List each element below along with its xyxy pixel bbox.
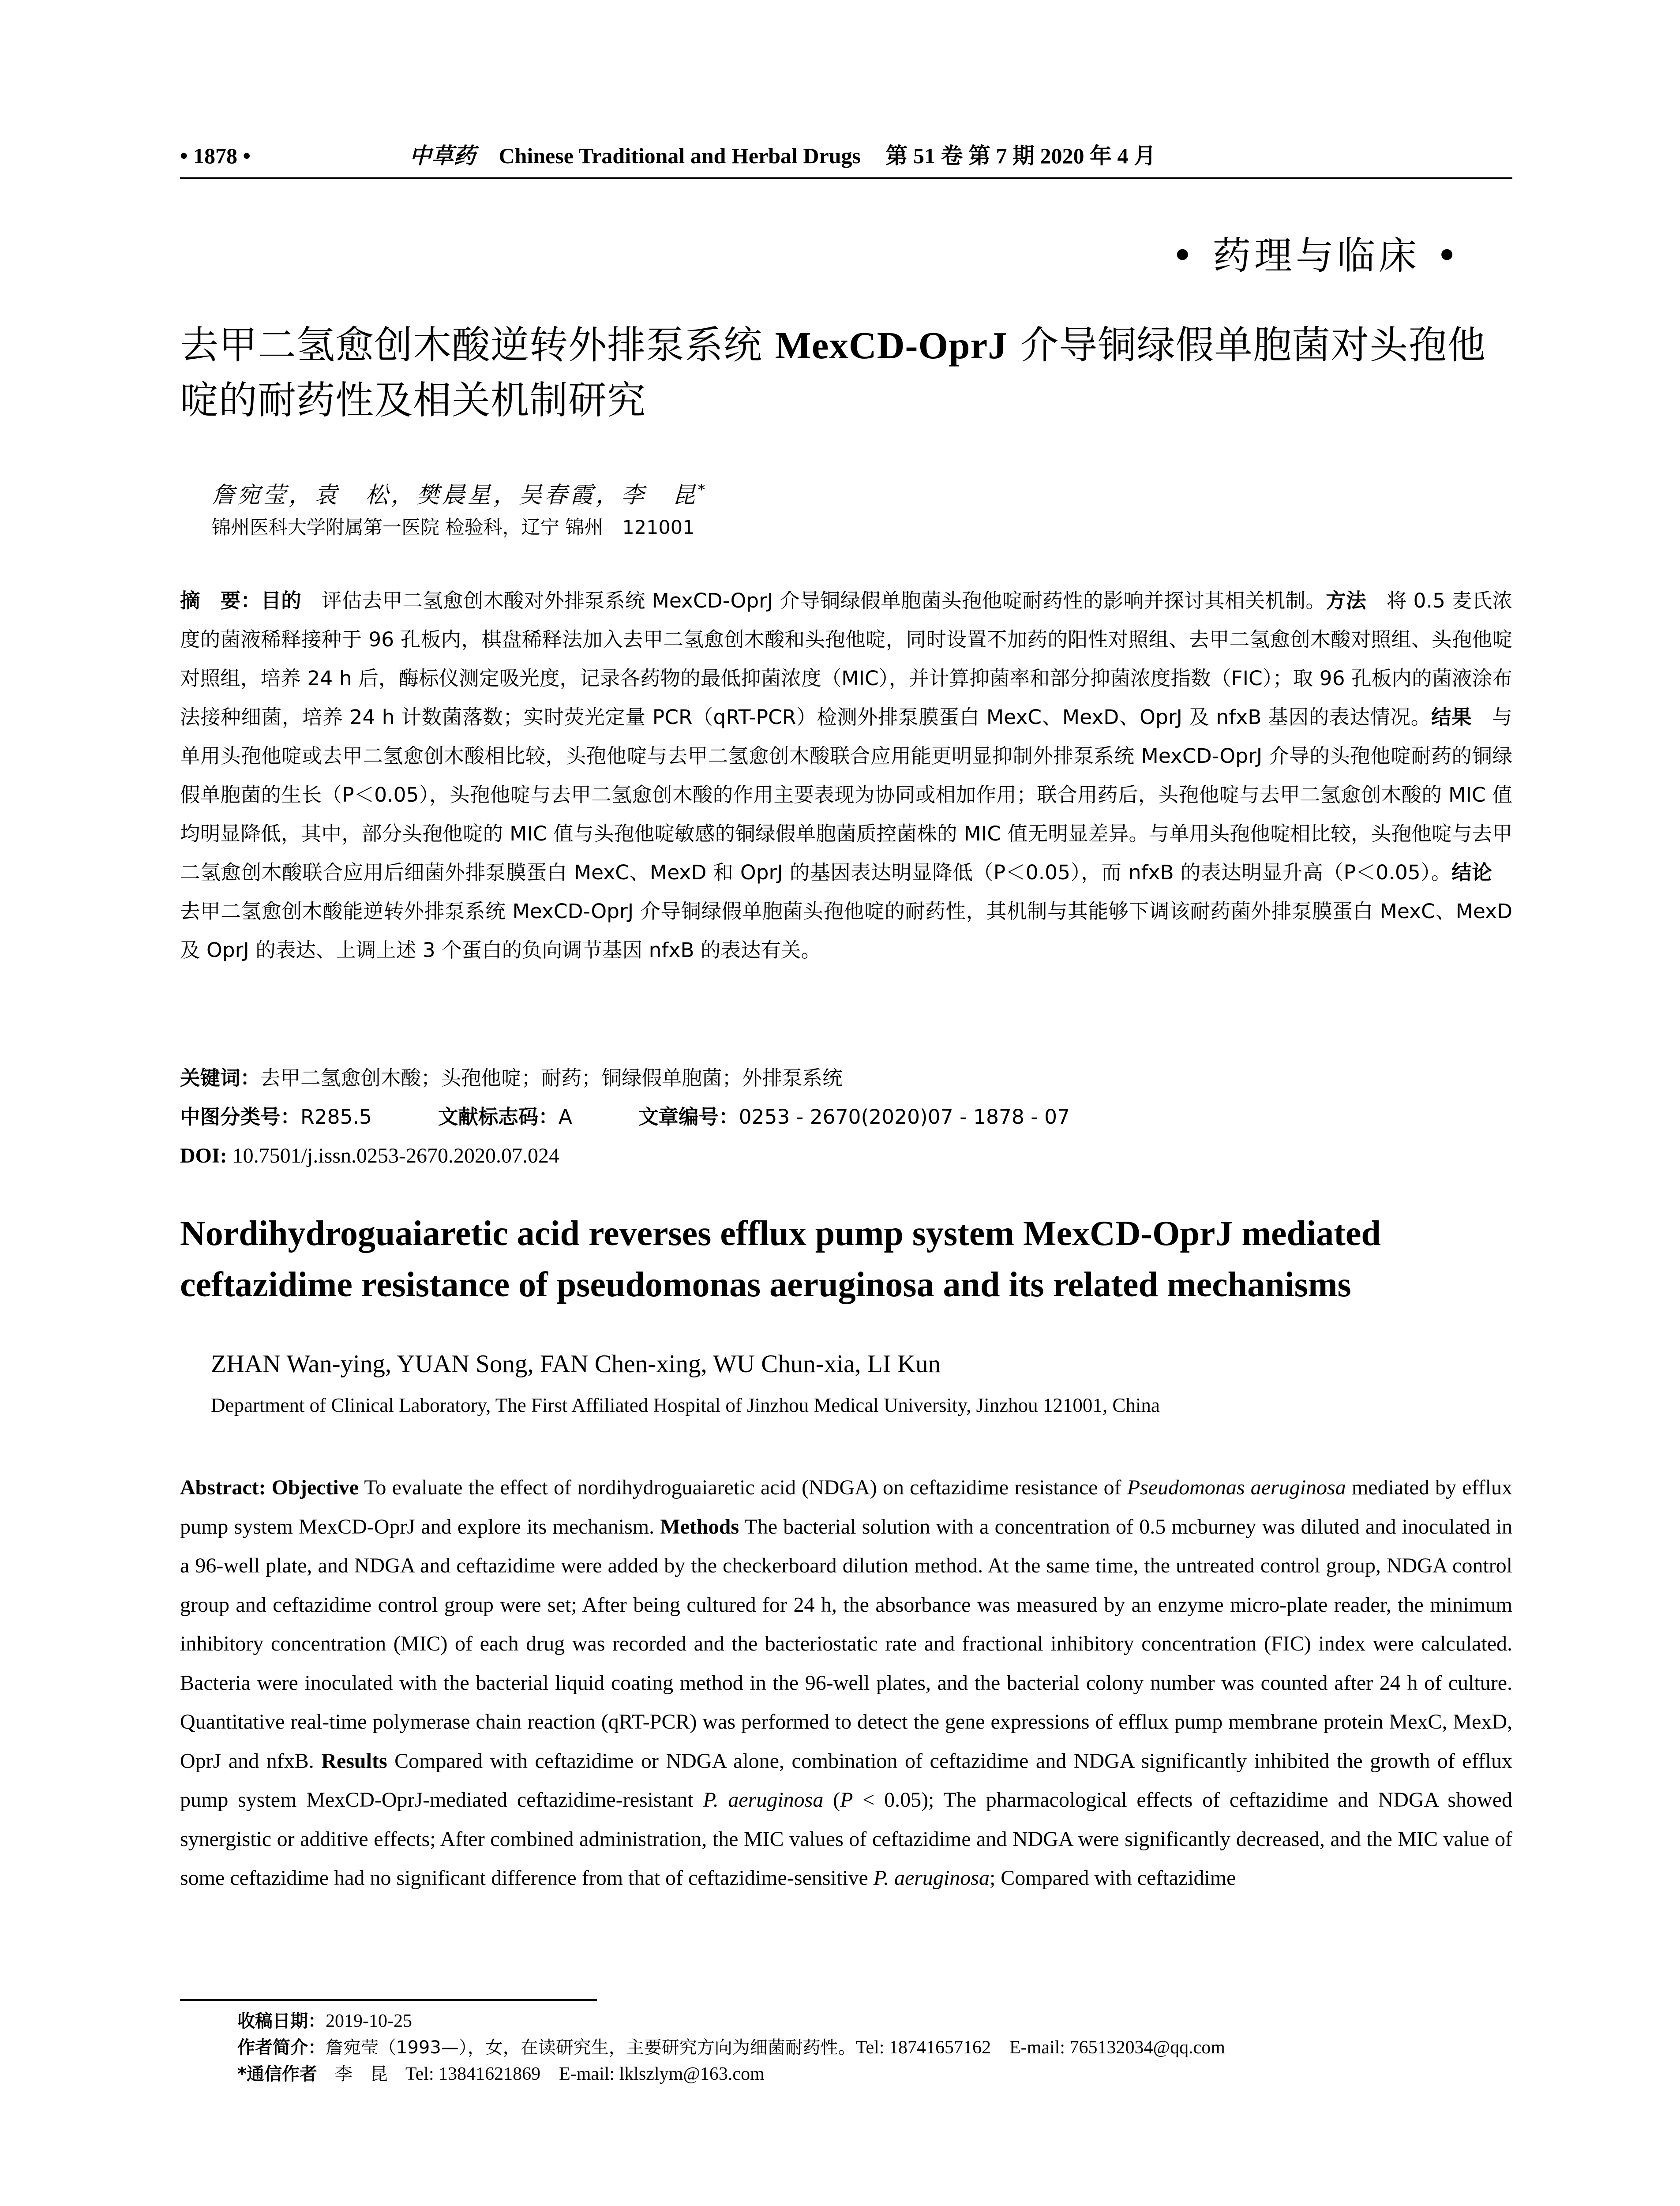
affiliation-en: Department of Clinical Laboratory, The First Affiliated Hospital of Jinzhou Medical University, Jinzhou 121001, China <box>211 1394 1160 1416</box>
results-en-text: ; Compared with ceftazidime <box>989 1866 1236 1890</box>
objective-en-text: mediated by efflux pump system MexCD-OprJ and explore its mechanism. <box>180 1476 1513 1538</box>
doi-label: DOI: <box>180 1144 227 1167</box>
results-en-text: ( <box>823 1788 840 1812</box>
journal-title <box>409 140 1156 171</box>
authors-cn-names: 詹宛莹，袁 松，樊晨星，吴春霞，李 昆 <box>212 482 698 509</box>
author-bio-contact: Tel: 18741657162 E-mail: 765132034@qq.com <box>855 2037 1225 2058</box>
received-date <box>237 2008 1517 2034</box>
article-title-cn <box>180 318 1508 428</box>
objective-label: 目的 <box>261 589 302 612</box>
methods-en-label: Methods <box>660 1515 739 1538</box>
running-header <box>180 140 1512 171</box>
abstract-cn <box>180 582 1512 970</box>
footnote-rule <box>180 1999 597 2001</box>
results-text: 与单用头孢他啶或去甲二氢愈创木酸相比较，头孢他啶与去甲二氢愈创木酸联合应用能更明显抑制外排泵系统 MexCD-OprJ 介导的头孢他啶耐药的铜绿假单胞菌的生长（P＜0.05），头孢他啶与去甲二氢愈创木酸的作用主要表现为协同或相加作用；联合用药后，头孢他啶与去甲二氢愈创木酸的 MIC 值均明显降低，其中，部分头孢他啶的 MIC 值与头孢他啶敏感的铜绿假单胞菌质控菌株的 MIC 值无明显差异。与单用头孢他啶相比较，头孢他啶与去甲二氢愈创木酸联合应用后细菌外排泵膜蛋白 MexC、MexD 和 OprJ 的基因表达明显降低（P＜0.05），而 nfxB 的表达明显升高（P＜0.05）。 <box>180 705 1512 884</box>
methods-en-text: The bacterial solution with a concentration of 0.5 mcburney was diluted and inoculated in a 96-well plate, and NDGA and ceftazidime were added by the checkerboard dilution method. At the same time, the untreated control group, NDGA control group and ceftazidime control group were set; After being cultured for 24 h, the absorbance was measured by an enzyme micro-plate reader, the minimum inhibitory concentration (MIC) of each drug was recorded and the bacteriostatic rate and fractional inhibitory concentration (FIC) index were calculated. Bacteria were inoculated with the bacterial liquid coating method in the 96-well plates, and the bacterial colony number was counted after 24 h of culture. Quantitative real-time polymerase chain reaction (qRT-PCR) was performed to detect the gene expressions of efflux pump membrane protein MexC, MexD, OprJ and nfxB. <box>180 1515 1512 1773</box>
corresponding-name: 李 昆 <box>317 2064 405 2084</box>
keywords-label: 关键词： <box>180 1066 261 1090</box>
objective-text: 评估去甲二氢愈创木酸对外排泵系统 MexCD-OprJ 介导铜绿假单胞菌头孢他啶耐药性的影响并探讨其相关机制。 <box>301 589 1326 612</box>
authors-cn <box>212 473 708 512</box>
results-en-text: < 0.05); The pharmacological effects of ceftazidime and NDGA showed synergistic or additive effects; After combined administration, the MIC values of ceftazidime and NDGA were significantly decreased, and the MIC value of some ceftazidime had no significant difference from that of ceftazidime-sensitive <box>180 1788 1513 1890</box>
footnotes <box>237 2008 1517 2087</box>
abstract-en-label: Abstract: <box>180 1476 266 1499</box>
conclusion-label: 结论 <box>1451 861 1492 884</box>
title-cn-part: 介导铜绿假单胞菌对头孢他啶的耐药性及相关机制研究 <box>180 323 1486 423</box>
corresponding-author <box>237 2061 1517 2087</box>
abstract-en <box>180 1468 1512 1898</box>
objective-en-text: To evaluate the effect of nordihydroguaiaretic acid (NDGA) on ceftazidime resistance of <box>359 1476 1127 1499</box>
abstract-cn-label: 摘 要： <box>180 589 261 612</box>
keywords-cn <box>180 1062 1512 1094</box>
header-rule <box>180 177 1512 179</box>
article-no-label: 文章编号： <box>638 1105 739 1129</box>
classification-line <box>180 1101 1512 1133</box>
authors-en: ZHAN Wan-ying, YUAN Song, FAN Chen-xing, WU Chun-xia, LI Kun <box>211 1350 941 1378</box>
title-cn-part: 去甲二氢愈创木酸逆转外排泵系统 <box>180 323 775 368</box>
received-value: 2019-10-25 <box>326 2011 412 2031</box>
corresponding-contact: Tel: 13841621869 E-mail: lklszlym@163.com <box>405 2064 765 2084</box>
page-number: • 1878 • <box>180 143 251 168</box>
section-label: • 药理与临床 • <box>1171 234 1462 278</box>
author-bio-text: 詹宛莹（1993—），女，在读研究生，主要研究方向为细菌耐药性。 <box>326 2037 856 2058</box>
corresponding-label: *通信作者 <box>237 2064 317 2084</box>
article-title-en: Nordihydroguaiaretic acid reverses efflux pump system MexCD-OprJ mediated ceftazidime resistance of pseudomonas aeruginosa and its related mechanisms <box>180 1214 1381 1304</box>
keywords-text: 去甲二氢愈创木酸；头孢他啶；耐药；铜绿假单胞菌；外排泵系统 <box>260 1066 843 1090</box>
species-name: P. aeruginosa <box>873 1866 990 1890</box>
issue-info: 第 51 卷 第 7 期 2020 年 4 月 <box>885 143 1156 168</box>
journal-name-cn: 中草药 <box>409 143 476 168</box>
results-en-text: Compared with ceftazidime or NDGA alone, combination of ceftazidime and NDGA significantly inhibited the growth of efflux pump system MexCD-OprJ-mediated ceftazidime-resistant <box>180 1749 1513 1812</box>
methods-label: 方法 <box>1326 589 1366 612</box>
doi-line <box>180 1140 1512 1172</box>
clc-value: R285.5 <box>300 1105 372 1129</box>
affiliation-cn: 锦州医科大学附属第一医院 检验科，辽宁 锦州 121001 <box>212 517 695 539</box>
conclusion-text: 去甲二氢愈创木酸能逆转外排泵系统 MexCD-OprJ 介导铜绿假单胞菌头孢他啶的耐药性，其机制与其能够下调该耐药菌外排泵膜蛋白 MexC、MexD 及 OprJ 的表达、上调上述 3 个蛋白的负向调节基因 nfxB 的表达有关。 <box>180 861 1512 962</box>
results-en-label: Results <box>321 1749 387 1773</box>
objective-en-label: Objective <box>266 1476 359 1499</box>
species-name: P. aeruginosa <box>703 1788 824 1812</box>
doc-code-value: A <box>558 1105 573 1129</box>
author-bio <box>237 2034 1517 2061</box>
corresponding-mark: * <box>698 481 708 498</box>
p-value-symbol: P <box>840 1788 853 1812</box>
journal-name-en: Chinese Traditional and Herbal Drugs <box>499 143 861 168</box>
title-cn-system: MexCD-OprJ <box>775 324 1008 367</box>
author-bio-label: 作者简介： <box>237 2037 326 2058</box>
species-name: Pseudomonas aeruginosa <box>1127 1476 1346 1499</box>
received-label: 收稿日期： <box>237 2011 326 2031</box>
clc-label: 中图分类号： <box>180 1105 301 1129</box>
methods-text: 将 0.5 麦氏浓度的菌液稀释接种于 96 孔板内，棋盘稀释法加入去甲二氢愈创木酸和头孢他啶，同时设置不加药的阳性对照组、去甲二氢愈创木酸对照组、头孢他啶对照组，培养 24 h 后，酶标仪测定吸光度，记录各药物的最低抑菌浓度（MIC），并计算抑菌率和部分抑菌浓度指数（FIC）；取 96 孔板内的菌液涂布法接种细菌，培养 24 h 计数菌落数；实时荧光定量 PCR（qRT-PCR）检测外排泵膜蛋白 MexC、MexD、OprJ 及 nfxB 基因的表达情况。 <box>180 589 1512 729</box>
doi-value[interactable]: 10.7501/j.issn.0253-2670.2020.07.024 <box>227 1144 560 1167</box>
doc-code-label: 文献标志码： <box>438 1105 559 1129</box>
results-label: 结果 <box>1431 705 1472 729</box>
article-no-value: 0253 - 2670(2020)07 - 1878 - 07 <box>739 1105 1070 1129</box>
